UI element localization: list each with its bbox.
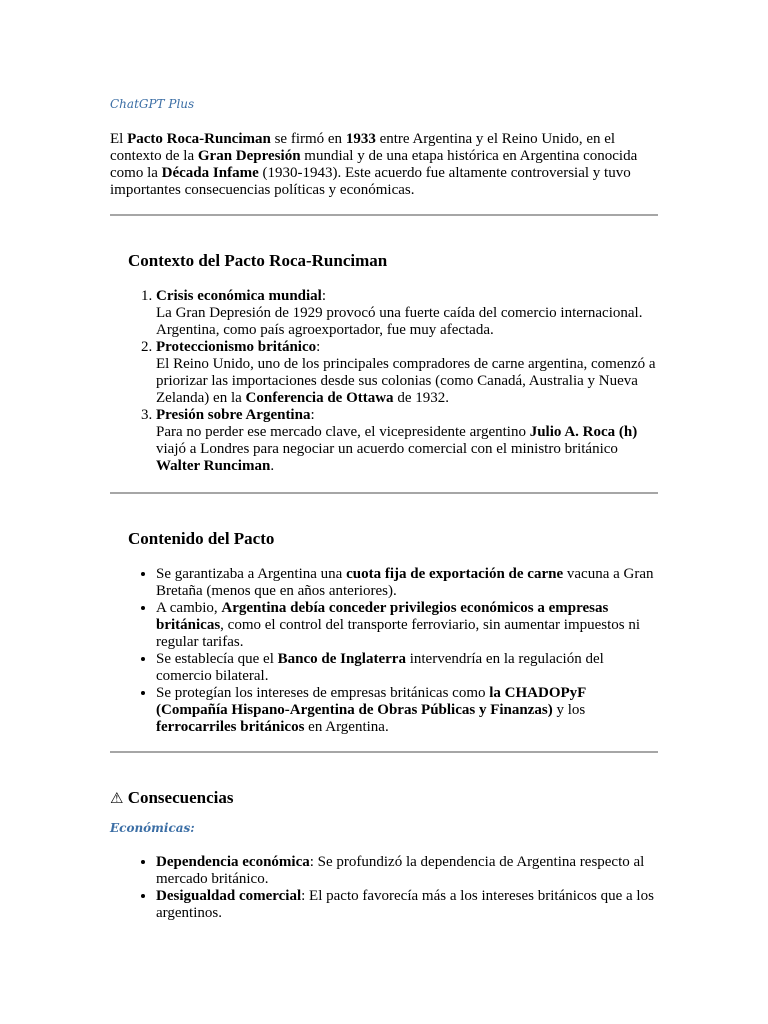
list-item (156, 651, 658, 685)
list-item (156, 407, 658, 475)
item-text: de 1932. (393, 390, 449, 406)
item-bold: Argentina debía conceder privilegios económicos a empresas británicas (156, 600, 609, 633)
item-text: Se garantizaba a Argentina una (156, 566, 347, 582)
intro-text: (1930-1943). Este acuerdo fue altamente controversial y tuvo importantes consecuencias políticas y económicas. (110, 165, 631, 198)
item-text: viajó a Londres para negociar un acuerdo comercial con el ministro británico (156, 441, 618, 457)
consecuencias-list (110, 854, 658, 922)
item-colon: : (321, 288, 327, 304)
item-bold: Desigualdad comercial (156, 888, 302, 904)
intro-bold: Pacto Roca-Runciman (127, 131, 271, 147)
item-bold: cuota fija de exportación de carne (346, 566, 564, 582)
document-page (110, 96, 658, 922)
item-text: : El pacto favorecía más a los intereses británicos que a los argentinos. (156, 888, 654, 921)
consecuencias-title: Consecuencias (127, 788, 234, 807)
contexto-list (110, 288, 658, 475)
item-text: vacuna a Gran Bretaña (menos que en años anteriores). (156, 566, 654, 599)
contenido-list (110, 566, 658, 736)
intro-text: El (110, 131, 128, 147)
item-bold: Walter Runciman (156, 458, 271, 474)
item-bold: Banco de Inglaterra (277, 651, 406, 667)
item-text: y los (552, 702, 586, 718)
item-text: , como el control del transporte ferroviario, sin aumentar impuestos ni regular tarifas. (156, 617, 641, 650)
item-text: . (270, 458, 275, 474)
item-title: Proteccionismo británico (156, 339, 317, 355)
item-text: : Se profundizó la dependencia de Argentina respecto al mercado británico. (156, 854, 645, 887)
intro-text: se firmó en (270, 131, 346, 147)
list-item (156, 854, 658, 888)
intro-paragraph (110, 131, 658, 199)
section-divider (110, 492, 658, 494)
list-item (156, 600, 658, 651)
intro-bold: 1933 (345, 131, 376, 147)
list-item (156, 288, 658, 339)
economicas-subheading: Económicas: (110, 821, 195, 835)
item-bold: la CHADOPyF (Compañía Hispano-Argentina de Obras Públicas y Finanzas) (156, 685, 586, 718)
chatgpt-plus-header: ChatGPT Plus (110, 97, 195, 111)
item-colon: : (316, 339, 321, 355)
warning-icon: ⚠ (110, 789, 124, 807)
item-title: Presión sobre Argentina (156, 407, 311, 423)
intro-text: mundial y de una etapa histórica en Argentina conocida como la (110, 148, 638, 181)
contexto-heading: Contexto del Pacto Roca-Runciman (128, 251, 388, 270)
item-text: Se establecía que el (156, 651, 278, 667)
item-bold: ferrocarriles británicos (156, 719, 305, 735)
intro-bold: Década Infame (161, 165, 259, 181)
list-item (156, 339, 658, 407)
item-text: La Gran Depresión de 1929 provocó una fuerte caída del comercio internacional. Argentina, como país agroexportador, fue muy afectada. (156, 305, 643, 338)
list-item (156, 888, 658, 922)
contenido-heading: Contenido del Pacto (128, 529, 275, 548)
item-colon: : (310, 407, 315, 423)
consecuencias-heading (110, 788, 658, 808)
section-divider (110, 751, 658, 753)
item-bold: Julio A. Roca (h) (529, 424, 638, 440)
intro-bold: Gran Depresión (197, 148, 301, 164)
section-divider (110, 214, 658, 216)
item-text: El Reino Unido, uno de los principales compradores de carne argentina, comenzó a priorizar las importaciones desde sus colonias (como Canadá, Australia y Nueva Zelanda) en la (156, 356, 656, 406)
intro-text: entre Argentina y el Reino Unido, en el contexto de la (110, 131, 616, 164)
item-text: Se protegían los intereses de empresas británicas como (156, 685, 490, 701)
list-item (156, 566, 658, 600)
list-item (156, 685, 658, 736)
item-text: A cambio, (156, 600, 222, 616)
item-bold: Dependencia económica (156, 854, 310, 870)
item-title: Crisis económica mundial (156, 288, 322, 304)
item-text: intervendría en la regulación del comercio bilateral. (156, 651, 604, 684)
item-text: en Argentina. (304, 719, 389, 735)
item-text: Para no perder ese mercado clave, el vicepresidente argentino (156, 424, 530, 440)
item-bold: Conferencia de Ottawa (245, 390, 394, 406)
